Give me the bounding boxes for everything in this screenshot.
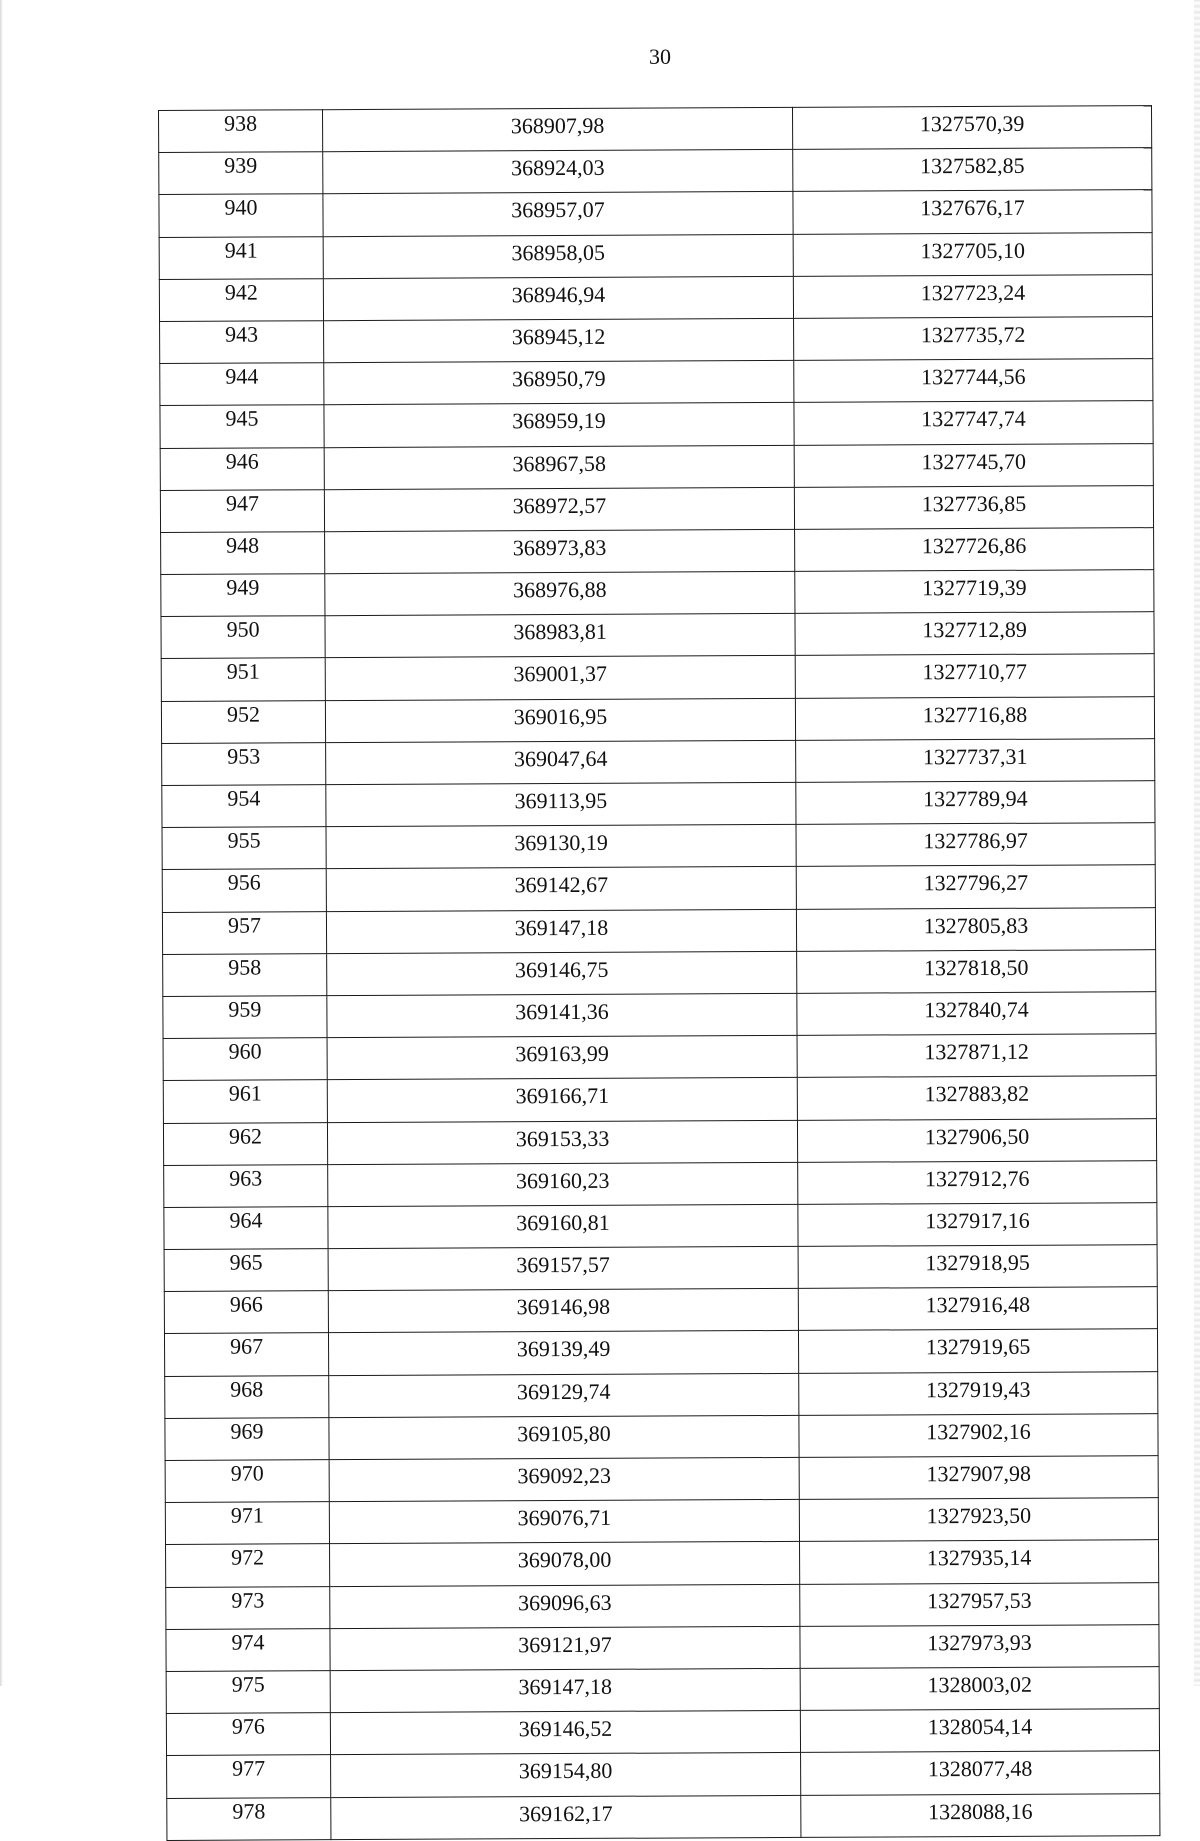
table-row <box>160 401 1153 448</box>
x-coordinate-cell: 368972,57 <box>324 487 794 531</box>
table-row <box>162 907 1155 954</box>
table-row <box>165 1371 1158 1418</box>
table-row <box>164 1287 1157 1334</box>
y-coordinate-cell: 1327883,82 <box>797 1076 1156 1120</box>
y-coordinate-cell: 1327744,56 <box>794 359 1153 403</box>
point-number-cell: 972 <box>166 1544 330 1587</box>
y-coordinate-cell: 1328054,14 <box>800 1709 1159 1753</box>
point-number-cell: 970 <box>165 1460 329 1503</box>
table-row <box>166 1624 1159 1671</box>
x-coordinate-cell: 369160,23 <box>328 1162 798 1206</box>
table-row <box>165 1498 1158 1545</box>
table-row <box>159 190 1152 237</box>
point-number-cell: 968 <box>165 1375 329 1418</box>
point-number-cell: 947 <box>160 489 324 532</box>
x-coordinate-cell: 368973,83 <box>325 529 795 573</box>
x-coordinate-cell: 368967,58 <box>324 445 794 489</box>
x-coordinate-cell: 369141,36 <box>327 993 797 1037</box>
coordinates-table <box>158 105 1160 1841</box>
table-row <box>160 443 1153 490</box>
y-coordinate-cell: 1327745,70 <box>794 443 1153 487</box>
point-number-cell: 964 <box>164 1207 328 1250</box>
x-coordinate-cell: 369129,74 <box>329 1373 799 1417</box>
point-number-cell: 963 <box>164 1164 328 1207</box>
y-coordinate-cell: 1327570,39 <box>792 106 1151 150</box>
x-coordinate-cell: 368907,98 <box>323 107 793 151</box>
table-row <box>159 274 1152 321</box>
x-coordinate-cell: 369153,33 <box>327 1120 797 1164</box>
x-coordinate-cell: 368950,79 <box>324 361 794 405</box>
table-row <box>161 570 1154 617</box>
y-coordinate-cell: 1327736,85 <box>794 485 1153 529</box>
x-coordinate-cell: 369105,80 <box>329 1415 799 1459</box>
point-number-cell: 965 <box>164 1249 328 1292</box>
point-number-cell: 967 <box>164 1333 328 1376</box>
y-coordinate-cell: 1327786,97 <box>796 823 1155 867</box>
table-row <box>160 317 1153 364</box>
point-number-cell: 945 <box>160 405 324 448</box>
x-coordinate-cell: 369146,52 <box>330 1711 800 1755</box>
table-row <box>161 528 1154 575</box>
y-coordinate-cell: 1327907,98 <box>799 1456 1158 1500</box>
y-coordinate-cell: 1327747,74 <box>794 401 1153 445</box>
y-coordinate-cell: 1327726,86 <box>795 528 1154 572</box>
table-row <box>159 148 1152 195</box>
point-number-cell: 951 <box>161 658 325 701</box>
table-row <box>167 1793 1160 1840</box>
y-coordinate-cell: 1327923,50 <box>799 1498 1158 1542</box>
point-number-cell: 948 <box>161 532 325 575</box>
y-coordinate-cell: 1327902,16 <box>799 1413 1158 1457</box>
scan-right-edge <box>1194 0 1200 1686</box>
point-number-cell: 944 <box>160 363 324 406</box>
point-number-cell: 957 <box>162 911 326 954</box>
table-row <box>166 1582 1159 1629</box>
x-coordinate-cell: 369154,80 <box>331 1753 801 1797</box>
y-coordinate-cell: 1327919,43 <box>799 1371 1158 1415</box>
point-number-cell: 938 <box>159 110 323 153</box>
y-coordinate-cell: 1327840,74 <box>797 992 1156 1036</box>
point-number-cell: 946 <box>160 447 324 490</box>
y-coordinate-cell: 1327917,16 <box>798 1203 1157 1247</box>
x-coordinate-cell: 369078,00 <box>330 1542 800 1586</box>
point-number-cell: 942 <box>159 278 323 321</box>
point-number-cell: 969 <box>165 1417 329 1460</box>
x-coordinate-cell: 368945,12 <box>324 318 794 362</box>
x-coordinate-cell: 369166,71 <box>327 1078 797 1122</box>
y-coordinate-cell: 1328077,48 <box>801 1751 1160 1795</box>
y-coordinate-cell: 1327935,14 <box>800 1540 1159 1584</box>
x-coordinate-cell: 369096,63 <box>330 1584 800 1628</box>
x-coordinate-cell: 368946,94 <box>323 276 793 320</box>
y-coordinate-cell: 1327957,53 <box>800 1582 1159 1626</box>
x-coordinate-cell: 369076,71 <box>329 1500 799 1544</box>
point-number-cell: 954 <box>162 785 326 828</box>
x-coordinate-cell: 369147,18 <box>326 909 796 953</box>
y-coordinate-cell: 1327918,95 <box>798 1245 1157 1289</box>
scan-left-edge <box>0 0 3 1686</box>
coordinates-table-body <box>159 106 1160 1841</box>
table-row <box>163 1034 1156 1081</box>
point-number-cell: 961 <box>163 1080 327 1123</box>
x-coordinate-cell: 369146,75 <box>327 951 797 995</box>
x-coordinate-cell: 369092,23 <box>329 1457 799 1501</box>
x-coordinate-cell: 368983,81 <box>325 614 795 658</box>
y-coordinate-cell: 1327737,31 <box>796 738 1155 782</box>
point-number-cell: 939 <box>159 152 323 195</box>
table-row <box>163 1118 1156 1165</box>
y-coordinate-cell: 1327719,39 <box>795 570 1154 614</box>
table-row <box>161 654 1154 701</box>
x-coordinate-cell: 369162,17 <box>331 1795 801 1839</box>
point-number-cell: 975 <box>166 1671 330 1714</box>
y-coordinate-cell: 1327818,50 <box>797 949 1156 993</box>
x-coordinate-cell: 368959,19 <box>324 403 794 447</box>
x-coordinate-cell: 369113,95 <box>326 782 796 826</box>
point-number-cell: 943 <box>160 321 324 364</box>
y-coordinate-cell: 1328088,16 <box>801 1793 1160 1837</box>
x-coordinate-cell: 369160,81 <box>328 1204 798 1248</box>
point-number-cell: 953 <box>162 743 326 786</box>
y-coordinate-cell: 1327712,89 <box>795 612 1154 656</box>
x-coordinate-cell: 368957,07 <box>323 192 793 236</box>
table-row <box>166 1540 1159 1587</box>
table-row <box>163 949 1156 996</box>
x-coordinate-cell: 369121,97 <box>330 1626 800 1670</box>
y-coordinate-cell: 1327676,17 <box>793 190 1152 234</box>
point-number-cell: 958 <box>163 953 327 996</box>
point-number-cell: 940 <box>159 194 323 237</box>
point-number-cell: 956 <box>162 869 326 912</box>
table-row <box>164 1329 1157 1376</box>
x-coordinate-cell: 369001,37 <box>325 656 795 700</box>
table-row <box>166 1667 1159 1714</box>
x-coordinate-cell: 369163,99 <box>327 1036 797 1080</box>
y-coordinate-cell: 1327796,27 <box>796 865 1155 909</box>
x-coordinate-cell: 368924,03 <box>323 150 793 194</box>
y-coordinate-cell: 1327912,76 <box>798 1160 1157 1204</box>
x-coordinate-cell: 369142,67 <box>326 867 796 911</box>
point-number-cell: 949 <box>161 574 325 617</box>
y-coordinate-cell: 1327789,94 <box>796 781 1155 825</box>
table-row <box>159 106 1152 153</box>
x-coordinate-cell: 369146,98 <box>328 1289 798 1333</box>
x-coordinate-cell: 369130,19 <box>326 825 796 869</box>
x-coordinate-cell: 369157,57 <box>328 1246 798 1290</box>
x-coordinate-cell: 369047,64 <box>326 740 796 784</box>
point-number-cell: 960 <box>163 1038 327 1081</box>
table-row <box>164 1203 1157 1250</box>
table-row <box>162 781 1155 828</box>
point-number-cell: 959 <box>163 996 327 1039</box>
y-coordinate-cell: 1327723,24 <box>793 274 1152 318</box>
point-number-cell: 973 <box>166 1586 330 1629</box>
table-row <box>162 823 1155 870</box>
y-coordinate-cell: 1327710,77 <box>795 654 1154 698</box>
x-coordinate-cell: 369016,95 <box>325 698 795 742</box>
table-row <box>164 1160 1157 1207</box>
table-row <box>161 612 1154 659</box>
point-number-cell: 978 <box>167 1797 331 1840</box>
x-coordinate-cell: 369147,18 <box>330 1668 800 1712</box>
point-number-cell: 950 <box>161 616 325 659</box>
x-coordinate-cell: 368958,05 <box>323 234 793 278</box>
y-coordinate-cell: 1328003,02 <box>800 1667 1159 1711</box>
y-coordinate-cell: 1327705,10 <box>793 232 1152 276</box>
x-coordinate-cell: 369139,49 <box>328 1331 798 1375</box>
point-number-cell: 962 <box>163 1122 327 1165</box>
table-row <box>160 485 1153 532</box>
point-number-cell: 976 <box>166 1713 330 1756</box>
table-row <box>165 1413 1158 1460</box>
point-number-cell: 955 <box>162 827 326 870</box>
y-coordinate-cell: 1327906,50 <box>797 1118 1156 1162</box>
table-row <box>164 1245 1157 1292</box>
table-row <box>160 359 1153 406</box>
point-number-cell: 971 <box>165 1502 329 1545</box>
table-row <box>163 992 1156 1039</box>
page-number: 30 <box>649 44 671 69</box>
point-number-cell: 952 <box>161 700 325 743</box>
y-coordinate-cell: 1327916,48 <box>798 1287 1157 1331</box>
y-coordinate-cell: 1327871,12 <box>797 1034 1156 1078</box>
table-row <box>166 1709 1159 1756</box>
y-coordinate-cell: 1327716,88 <box>795 696 1154 740</box>
y-coordinate-cell: 1327919,65 <box>798 1329 1157 1373</box>
table-row <box>165 1456 1158 1503</box>
y-coordinate-cell: 1327735,72 <box>794 317 1153 361</box>
table-row <box>159 232 1152 279</box>
point-number-cell: 974 <box>166 1628 330 1671</box>
table-row <box>167 1751 1160 1798</box>
table-row <box>161 696 1154 743</box>
table-row <box>163 1076 1156 1123</box>
point-number-cell: 977 <box>167 1755 331 1798</box>
y-coordinate-cell: 1327973,93 <box>800 1624 1159 1668</box>
point-number-cell: 966 <box>164 1291 328 1334</box>
table-row <box>162 738 1155 785</box>
y-coordinate-cell: 1327805,83 <box>796 907 1155 951</box>
x-coordinate-cell: 368976,88 <box>325 571 795 615</box>
table-row <box>162 865 1155 912</box>
y-coordinate-cell: 1327582,85 <box>793 148 1152 192</box>
point-number-cell: 941 <box>159 236 323 279</box>
